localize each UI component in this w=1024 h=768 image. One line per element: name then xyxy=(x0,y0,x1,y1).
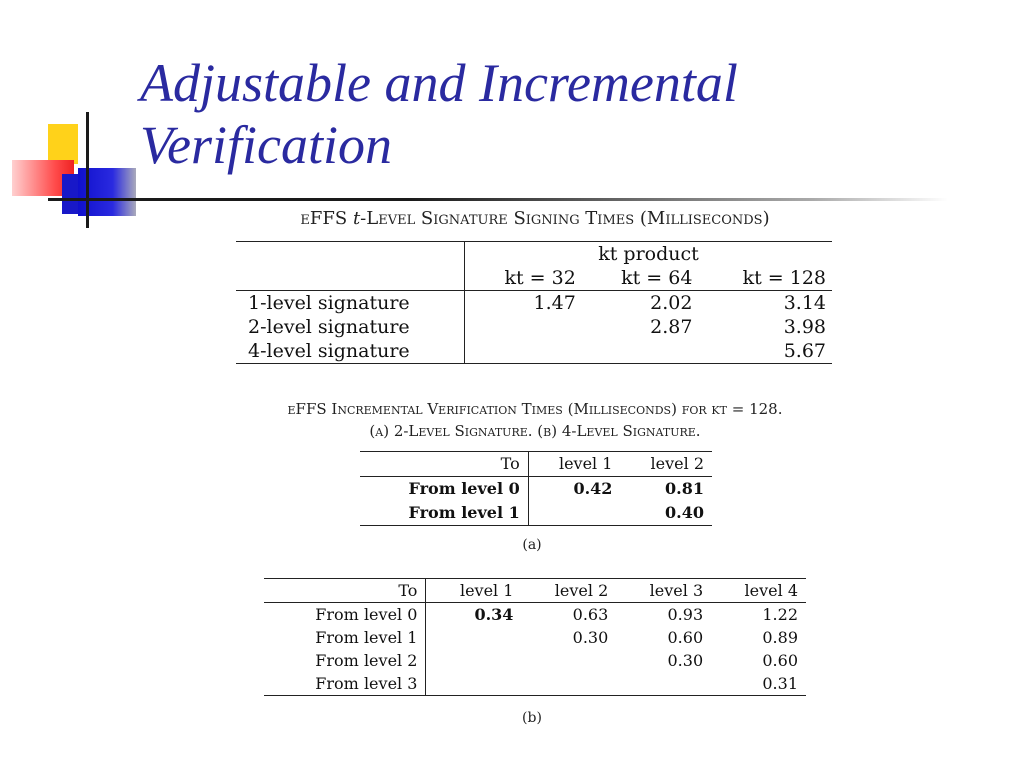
table1-cell: 1.47 xyxy=(533,292,576,314)
table-b-row-label: From level 3 xyxy=(264,672,426,696)
table-b-cell xyxy=(616,672,711,696)
table1-row-label: 4-level signature xyxy=(236,339,465,364)
table-b-cell: 0.34 xyxy=(474,605,514,624)
table-b-col-header: level 1 xyxy=(426,579,522,603)
table1-caption-pre: eFFS xyxy=(300,208,353,229)
table-b-cell: 0.30 xyxy=(667,651,704,670)
table-b-col-header: level 3 xyxy=(616,579,711,603)
table-row xyxy=(264,649,806,672)
table-row xyxy=(360,501,712,526)
table-b-cell xyxy=(426,672,522,696)
table1-corner xyxy=(236,242,465,267)
table1-cell xyxy=(582,339,699,364)
table1-corner-2 xyxy=(236,266,465,291)
table-b-col-header: level 4 xyxy=(711,579,806,603)
table-b-label: (b) xyxy=(522,710,542,726)
table-b-cell: 0.63 xyxy=(572,605,609,624)
table-b-col-header: level 2 xyxy=(521,579,616,603)
table-b-row-label: From level 2 xyxy=(264,649,426,672)
table1-caption-var: t xyxy=(352,208,361,229)
table-b-row-label: From level 0 xyxy=(264,603,426,627)
table-b-corner: To xyxy=(264,579,426,603)
table-row xyxy=(236,315,832,339)
table-row xyxy=(264,626,806,649)
table-b-cell: 0.31 xyxy=(762,674,798,693)
table1-caption xyxy=(230,208,840,229)
table-a-cell: 0.81 xyxy=(665,479,704,498)
table-b-cell xyxy=(521,649,616,672)
decor-vertical-line xyxy=(86,112,89,228)
table-a-corner: To xyxy=(360,452,528,477)
slide-title-line1: Adjustable and Incremental xyxy=(140,53,738,113)
table1-cell: 5.67 xyxy=(783,340,826,362)
decor-horizontal-line xyxy=(48,198,948,201)
table-row xyxy=(264,603,806,627)
table-a-row-label: From level 0 xyxy=(360,477,528,502)
table1-cell: 3.14 xyxy=(783,292,826,314)
verification-table-b xyxy=(264,578,806,696)
table-b-cell: 0.89 xyxy=(762,628,798,647)
table-b-cell xyxy=(426,649,522,672)
table-b-cell: 0.60 xyxy=(762,651,798,670)
table1-col-header: kt = 128 xyxy=(698,266,832,291)
table1-row-label: 2-level signature xyxy=(236,315,465,339)
decor-yellow-square xyxy=(48,124,78,164)
table-row xyxy=(264,672,806,696)
table-b-cell: 0.60 xyxy=(667,628,704,647)
table-b-cell: 1.22 xyxy=(762,605,798,624)
slide-title xyxy=(140,52,738,176)
signing-times-table xyxy=(236,241,832,364)
table-a-row-label: From level 1 xyxy=(360,501,528,526)
table2-caption-line2: (a) 2-Level Signature. (b) 4-Level Signature. xyxy=(369,422,701,440)
table1-cell: 2.87 xyxy=(650,316,693,338)
table-row xyxy=(360,477,712,502)
table-row xyxy=(236,291,832,316)
table-a-cell xyxy=(528,501,620,526)
table-a-label: (a) xyxy=(522,537,542,553)
table-b-cell: 0.93 xyxy=(667,605,704,624)
table1-col-header: kt = 64 xyxy=(582,266,699,291)
table1-caption-post: -Level Signature Signing Times (Milliseconds) xyxy=(360,208,770,229)
table1-cell: 2.02 xyxy=(650,292,693,314)
table1-group-header: kt product xyxy=(598,243,699,265)
table-a-col-header: level 2 xyxy=(620,452,712,477)
table1-cell: 3.98 xyxy=(783,316,826,338)
table1-cell xyxy=(465,339,582,364)
table-b-row-label: From level 1 xyxy=(264,626,426,649)
slide-title-line2: Verification xyxy=(140,115,392,175)
table-row xyxy=(236,339,832,364)
table-b-cell: 0.30 xyxy=(572,628,609,647)
table2-caption-line1: eFFS Incremental Verification Times (Milliseconds) for kt = 128. xyxy=(287,400,783,418)
table-b-cell xyxy=(426,626,522,649)
table-a-col-header: level 1 xyxy=(528,452,620,477)
verification-table-a xyxy=(360,451,712,526)
table-a-cell: 0.42 xyxy=(573,479,613,498)
table-a-cell: 0.40 xyxy=(665,503,704,522)
table1-row-label: 1-level signature xyxy=(236,291,465,316)
table1-col-header: kt = 32 xyxy=(465,266,582,291)
table1-cell xyxy=(465,315,582,339)
table-b-cell xyxy=(521,672,616,696)
